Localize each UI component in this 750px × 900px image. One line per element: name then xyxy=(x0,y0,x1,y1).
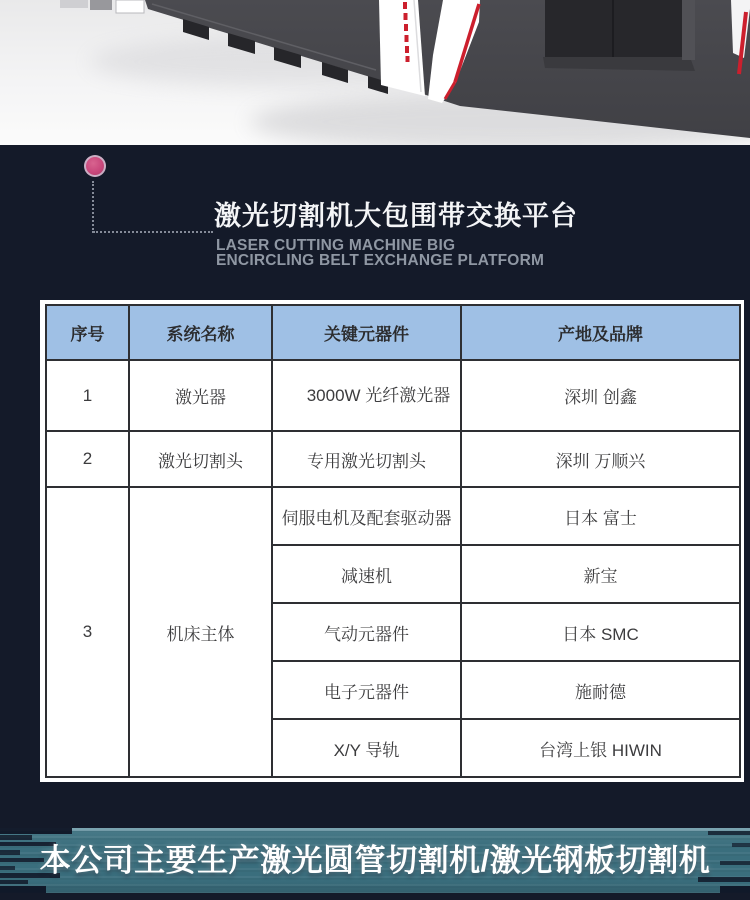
bottom-banner xyxy=(0,828,750,893)
cell-brand: 深圳 创鑫 xyxy=(461,360,740,431)
header-component: 关键元器件 xyxy=(272,305,461,360)
cell-component: 专用激光切割头 xyxy=(272,431,461,487)
spec-table xyxy=(45,304,741,778)
machine-photo xyxy=(0,0,750,145)
accent-dot xyxy=(84,155,106,177)
cell-component: X/Y 导轨 xyxy=(272,719,461,777)
spec-table-container xyxy=(40,300,744,782)
subtitle-line-2: ENCIRCLING BELT EXCHANGE PLATFORM xyxy=(216,251,545,269)
cell-system: 激光器 xyxy=(129,360,272,431)
cell-brand: 台湾上银 HIWIN xyxy=(461,719,740,777)
machine-render-svg xyxy=(0,0,750,145)
dotted-connector-horizontal xyxy=(93,231,213,233)
table-header-row xyxy=(46,305,740,360)
cell-system: 激光切割头 xyxy=(129,431,272,487)
dotted-connector-vertical xyxy=(92,181,94,233)
cell-brand: 日本 富士 xyxy=(461,487,740,545)
cell-brand: 日本 SMC xyxy=(461,603,740,661)
window-frame xyxy=(682,0,695,60)
header-brand: 产地及品牌 xyxy=(461,305,740,360)
cell-no: 1 xyxy=(46,360,129,431)
section-title: 激光切割机大包围带交换平台 xyxy=(214,201,578,231)
cell-brand: 施耐德 xyxy=(461,661,740,719)
cell-no: 2 xyxy=(46,431,129,487)
header-system: 系统名称 xyxy=(129,305,272,360)
cell-component: 气动元器件 xyxy=(272,603,461,661)
cell-brand: 深圳 万顺兴 xyxy=(461,431,740,487)
cell-no: 3 xyxy=(46,487,129,777)
table-row xyxy=(46,487,740,545)
banner-text: 本公司主要生产激光圆管切割机/激光钢板切割机 xyxy=(39,843,711,878)
cell-system: 机床主体 xyxy=(129,487,272,777)
table-row xyxy=(46,431,740,487)
section-subtitle xyxy=(216,239,544,268)
table-row xyxy=(46,360,740,431)
cell-component: 减速机 xyxy=(272,545,461,603)
cell-component: 伺服电机及配套驱动器 xyxy=(272,487,461,545)
cell-brand: 新宝 xyxy=(461,545,740,603)
header-no: 序号 xyxy=(46,305,129,360)
subtitle-line-1: LASER CUTTING MACHINE BIG xyxy=(216,237,456,254)
cell-component: 电子元器件 xyxy=(272,661,461,719)
cell-component: 3000W 光纤激光器 xyxy=(272,360,461,431)
